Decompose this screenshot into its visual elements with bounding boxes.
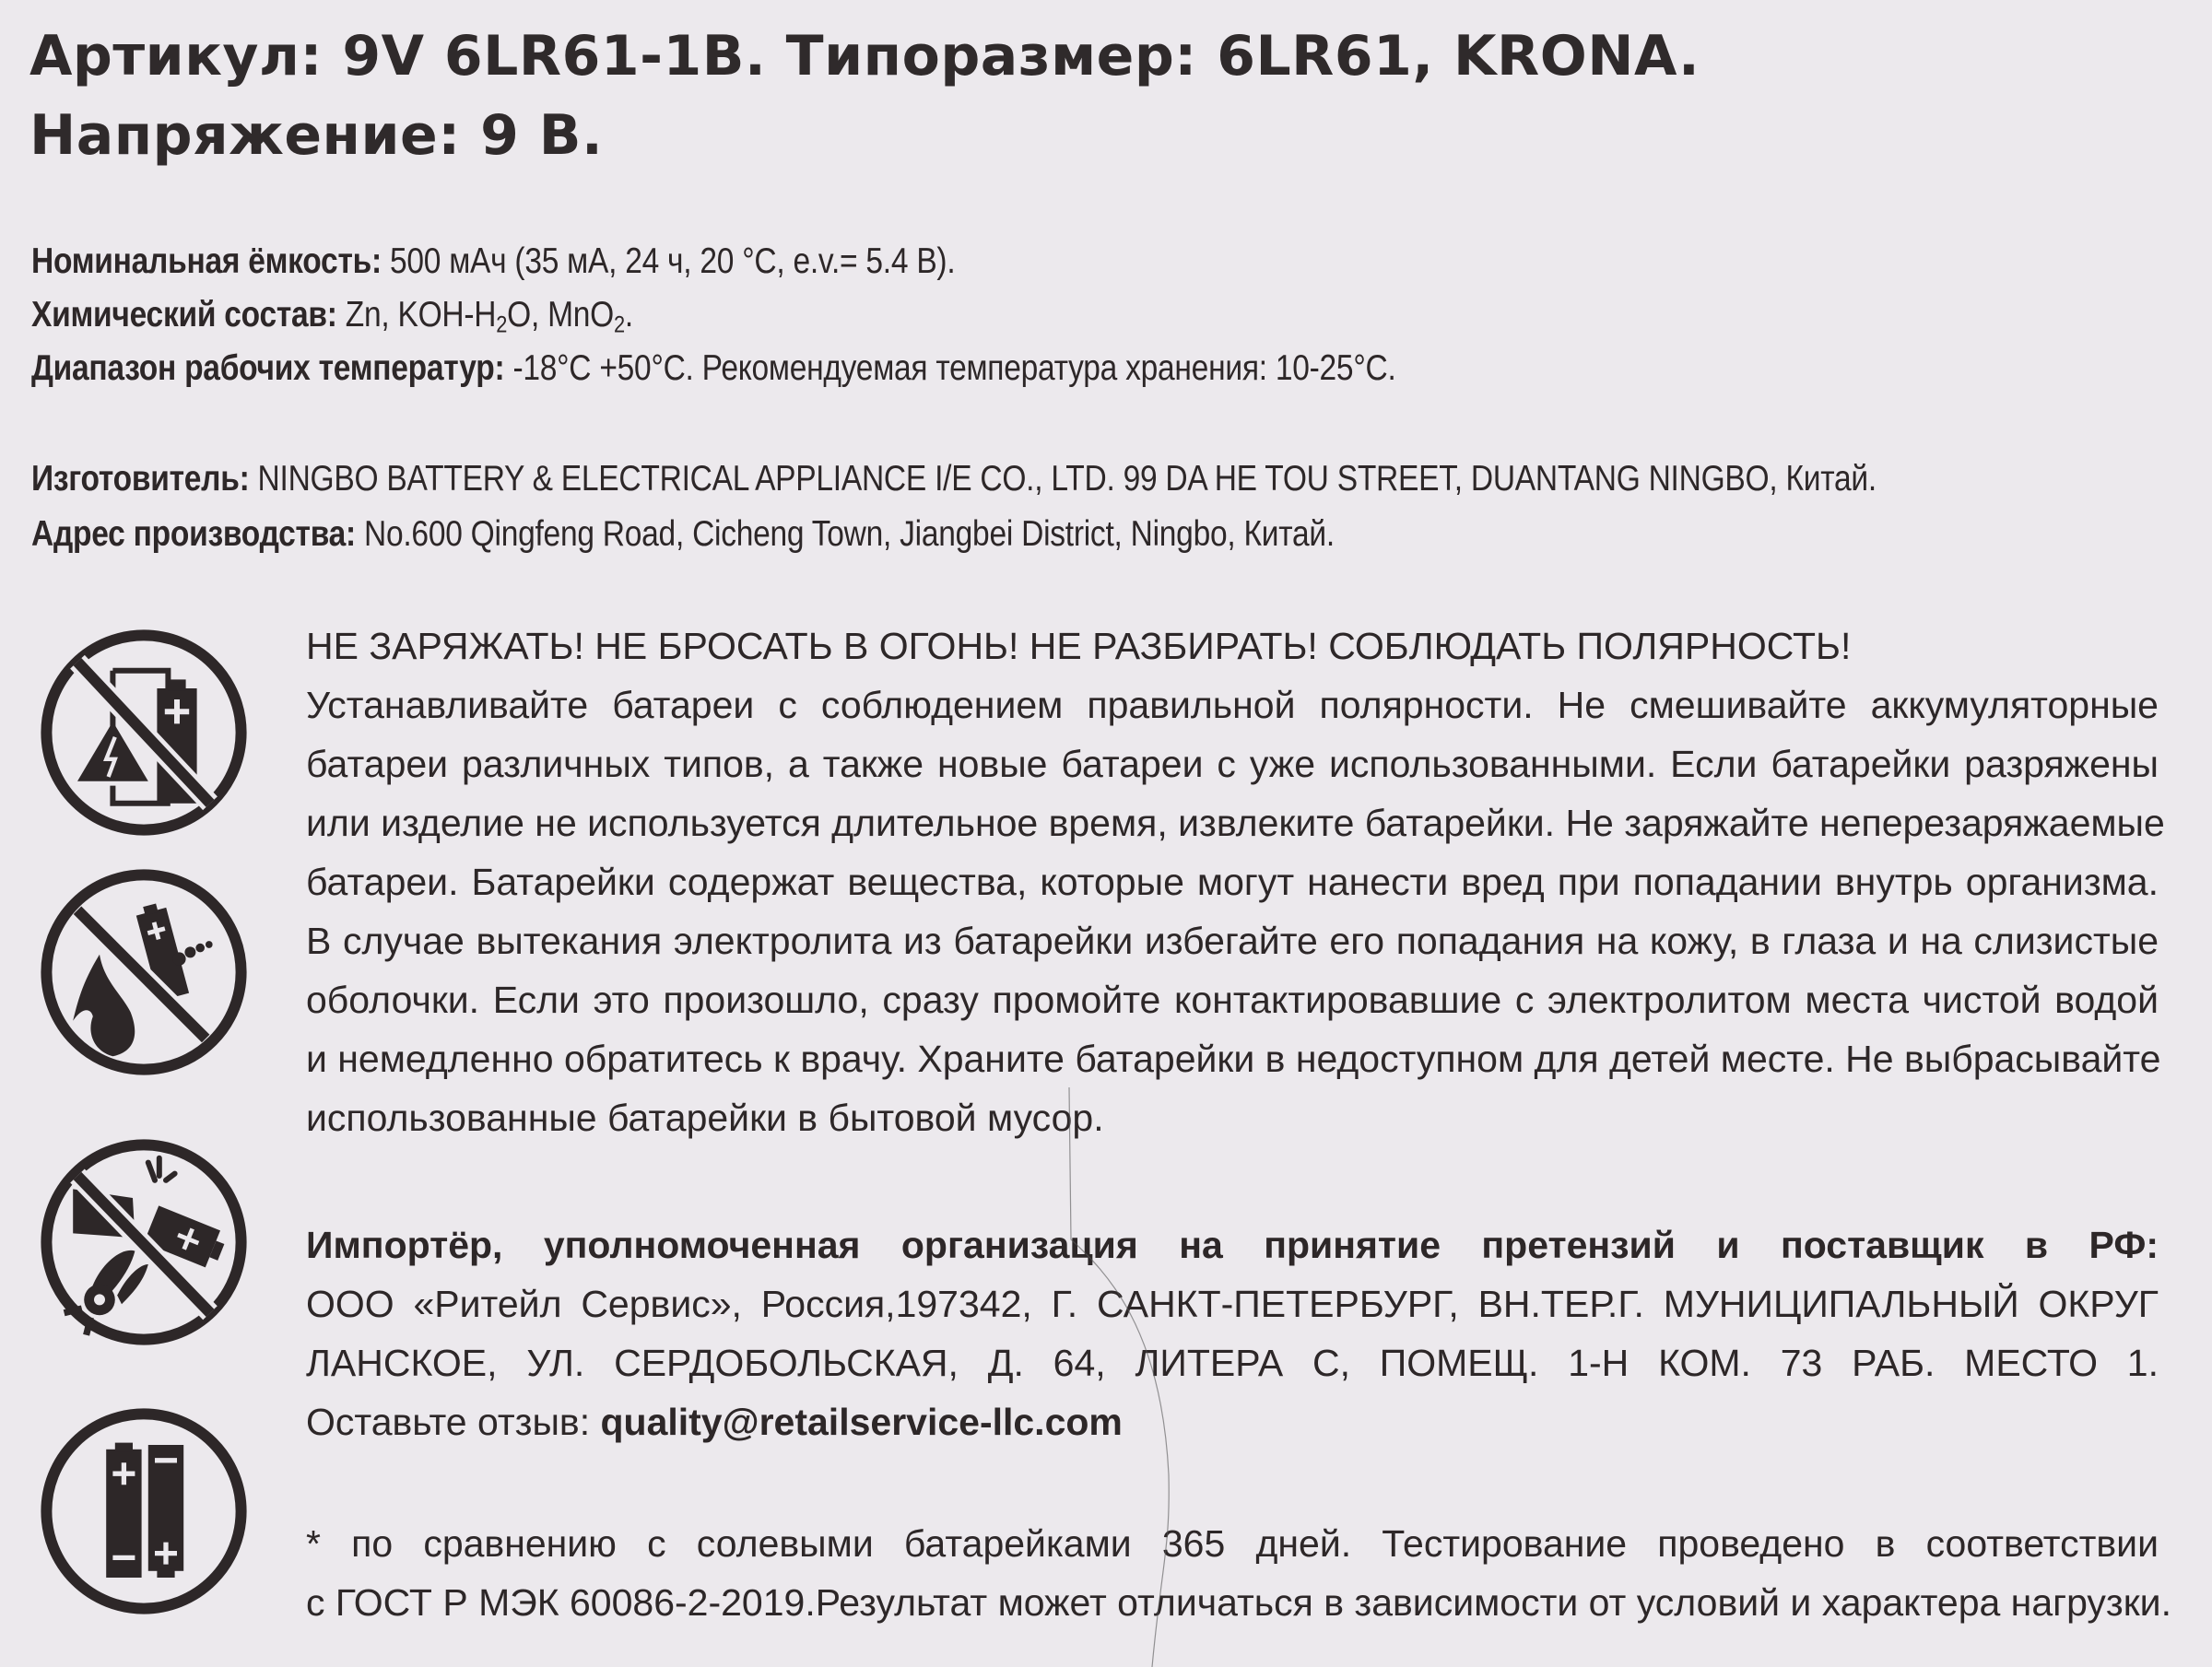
production-address-value: No.600 Qingfeng Road, Cicheng Town, Jiangbei District, Ningbo, Китай. (355, 514, 1335, 554)
warning-line: батареи различных типов, а также новые батареи с уже использованными. Если батарейки разряжены (306, 743, 2159, 785)
no-disassemble-icon (33, 1132, 254, 1353)
warning-line: использованные батарейки в бытовой мусор. (306, 1097, 1104, 1139)
warning-heading: НЕ ЗАРЯЖАТЬ! НЕ БРОСАТЬ В ОГОНЬ! НЕ РАЗБИРАТЬ! СОБЛЮДАТЬ ПОЛЯРНОСТЬ! (306, 625, 1852, 667)
spec-capacity (31, 241, 1106, 282)
production-address-line (31, 514, 1547, 555)
spec-temperature (31, 348, 1618, 389)
importer-address-line: ООО «Ритейл Сервис», Россия,197342, Г. САНКТ-ПЕТЕРБУРГ, ВН.ТЕР.Г. МУНИЦИПАЛЬНЫЙ ОКРУГ (306, 1283, 2159, 1325)
production-address-label: Адрес производства: (31, 514, 356, 554)
spec-temperature-value: -18°C +50°C. Рекомендуемая температура хранения: 10-25°C. (504, 348, 1396, 388)
chem-sub: 2 (496, 311, 508, 338)
polarity-icon (33, 1401, 254, 1622)
chem-part: . (624, 295, 633, 335)
spec-chemistry (31, 295, 731, 338)
chem-part: O, MnO (507, 295, 615, 335)
footnote-line: * по сравнению с солевыми батарейками 365 дней. Тестирование проведено в соответствии (306, 1522, 2159, 1565)
no-charging-icon (33, 622, 254, 843)
voltage-line: Напряжение: 9 В. (29, 103, 604, 168)
warning-line: В случае вытекания электролита из батарейки избегайте его попадания на кожу, в глаза и на слизистые (306, 920, 2159, 962)
chem-sub: 2 (614, 311, 625, 338)
warning-line: оболочки. Если это произошло, сразу промойте контактировавшие с электролитом места чистой водой (306, 979, 2159, 1021)
article-line: Артикул: 9V 6LR61-1B. Типоразмер: 6LR61, KRONA. (29, 24, 1700, 88)
manufacturer-value: NINGBO BATTERY & ELECTRICAL APPLIANCE I/E CO., LTD. 99 DA HE TOU STREET, DUANTANG NINGBO, Китай. (249, 459, 1877, 499)
footnote-line: с ГОСТ Р МЭК 60086-2-2019.Результат может отличаться в зависимости от условий и характера нагрузки. (306, 1581, 2171, 1624)
warning-line: батареи. Батарейки содержат вещества, которые могут нанести вред при попадании внутрь организма. (306, 861, 2159, 903)
spec-temperature-label: Диапазон рабочих температур: (31, 348, 505, 388)
feedback-line (306, 1401, 1123, 1444)
importer-address-line: ЛАНСКОЕ, УЛ. СЕРДОБОЛЬСКАЯ, Д. 64, ЛИТЕРА С, ПОМЕЩ. 1-Н КОМ. 73 РАБ. МЕСТО 1. (306, 1342, 2159, 1384)
spec-capacity-label: Номинальная ёмкость: (31, 241, 382, 281)
warning-line: Устанавливайте батареи с соблюдением правильной полярности. Не смешивайте аккумуляторные (306, 684, 2159, 726)
spec-capacity-value: 500 мАч (35 мА, 24 ч, 20 °C, e.v.= 5.4 В). (381, 241, 956, 281)
importer-heading: Импортёр, уполномоченная организация на принятие претензий и поставщик в РФ: (306, 1224, 2159, 1266)
feedback-label: Оставьте отзыв: (306, 1401, 601, 1443)
warning-line: или изделие не используется длительное время, извлеките батарейки. Не заряжайте неперезаряжаемые (306, 802, 2165, 844)
spec-chemistry-label: Химический состав: (31, 295, 337, 335)
no-fire-icon (33, 862, 254, 1083)
feedback-email[interactable]: quality@retailservice-llc.com (600, 1401, 1123, 1443)
manufacturer-label: Изготовитель: (31, 459, 250, 499)
warning-line: и немедленно обратитесь к врачу. Храните батарейки в недоступном для детей месте. Не выбрасывайте (306, 1038, 2161, 1080)
chem-part: Zn, KOH-H (336, 295, 497, 335)
manufacturer-line (31, 459, 2177, 499)
